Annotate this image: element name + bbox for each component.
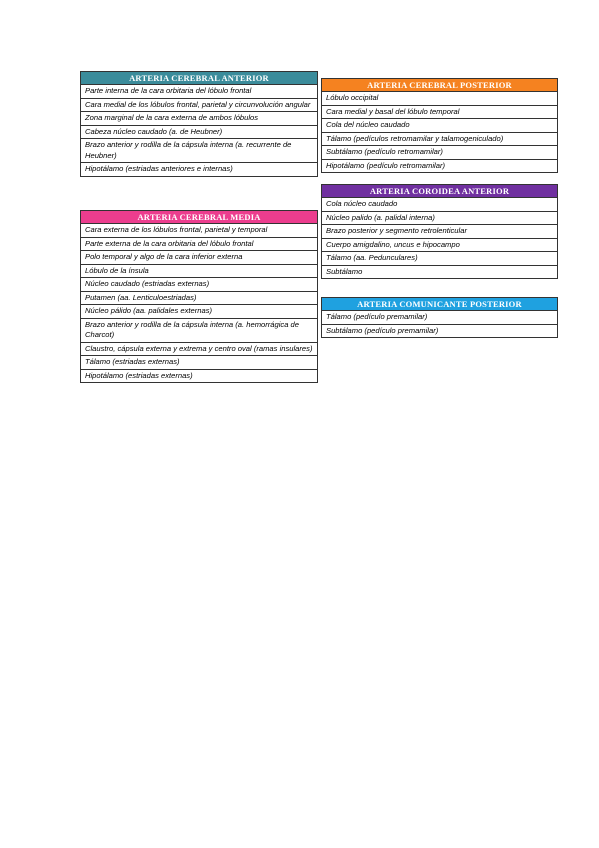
table-row: Parte externa de la cara orbitaria del lóbulo frontal bbox=[80, 238, 318, 252]
table-header: ARTERIA CEREBRAL MEDIA bbox=[80, 210, 318, 224]
table-row: Cara externa de los lóbulos frontal, parietal y temporal bbox=[80, 224, 318, 238]
table-arteria-comunicante-posterior bbox=[321, 297, 558, 338]
table-row: Zona marginal de la cara externa de ambos lóbulos bbox=[80, 112, 318, 126]
table-row: Subtálamo (pedículo retromamilar) bbox=[321, 146, 558, 160]
table-arteria-coroidea-anterior bbox=[321, 184, 558, 279]
table-row: Hipotálamo (estriadas anteriores e internas) bbox=[80, 163, 318, 177]
table-row: Parte interna de la cara orbitaria del lóbulo frontal bbox=[80, 85, 318, 99]
table-row: Núcleo caudado (estriadas externas) bbox=[80, 278, 318, 292]
table-row: Cara medial y basal del lóbulo temporal bbox=[321, 106, 558, 120]
table-header: ARTERIA COMUNICANTE POSTERIOR bbox=[321, 297, 558, 311]
table-row: Cola núcleo caudado bbox=[321, 198, 558, 212]
table-row: Hipotálamo (pedículo retromamilar) bbox=[321, 160, 558, 174]
table-row: Tálamo (estriadas externas) bbox=[80, 356, 318, 370]
table-row: Tálamo (aa. Pedunculares) bbox=[321, 252, 558, 266]
table-arteria-cerebral-media bbox=[80, 210, 318, 383]
table-header: ARTERIA CEREBRAL ANTERIOR bbox=[80, 71, 318, 85]
table-arteria-cerebral-posterior bbox=[321, 78, 558, 173]
table-row: Tálamo (pedículo premamilar) bbox=[321, 311, 558, 325]
table-row: Lóbulo occipital bbox=[321, 92, 558, 106]
table-row: Subtálamo (pedículo premamilar) bbox=[321, 325, 558, 339]
table-row: Cara medial de los lóbulos frontal, parietal y circunvolución angular bbox=[80, 99, 318, 113]
table-row: Brazo anterior y rodilla de la cápsula interna (a. recurrente de Heubner) bbox=[80, 139, 318, 163]
table-arteria-cerebral-anterior bbox=[80, 71, 318, 177]
table-row: Hipotálamo (estriadas externas) bbox=[80, 370, 318, 384]
table-header: ARTERIA COROIDEA ANTERIOR bbox=[321, 184, 558, 198]
table-row: Claustro, cápsula externa y extrema y centro oval (ramas insulares) bbox=[80, 343, 318, 357]
table-row: Polo temporal y algo de la cara inferior externa bbox=[80, 251, 318, 265]
table-row: Brazo anterior y rodilla de la cápsula interna (a. hemorrágica de Charcot) bbox=[80, 319, 318, 343]
table-row: Tálamo (pedículos retromamilar y talamogeniculado) bbox=[321, 133, 558, 147]
table-row: Putamen (aa. Lenticuloestriadas) bbox=[80, 292, 318, 306]
table-row: Cuerpo amigdalino, uncus e hipocampo bbox=[321, 239, 558, 253]
table-row: Subtálamo bbox=[321, 266, 558, 280]
table-row: Cola del núcleo caudado bbox=[321, 119, 558, 133]
table-header: ARTERIA CEREBRAL POSTERIOR bbox=[321, 78, 558, 92]
table-row: Núcleo pálido (aa. palidales externas) bbox=[80, 305, 318, 319]
table-row: Brazo posterior y segmento retrolenticular bbox=[321, 225, 558, 239]
table-row: Cabeza núcleo caudado (a. de Heubner) bbox=[80, 126, 318, 140]
table-row: Núcleo palido (a. palidal interna) bbox=[321, 212, 558, 226]
table-row: Lóbulo de la ínsula bbox=[80, 265, 318, 279]
